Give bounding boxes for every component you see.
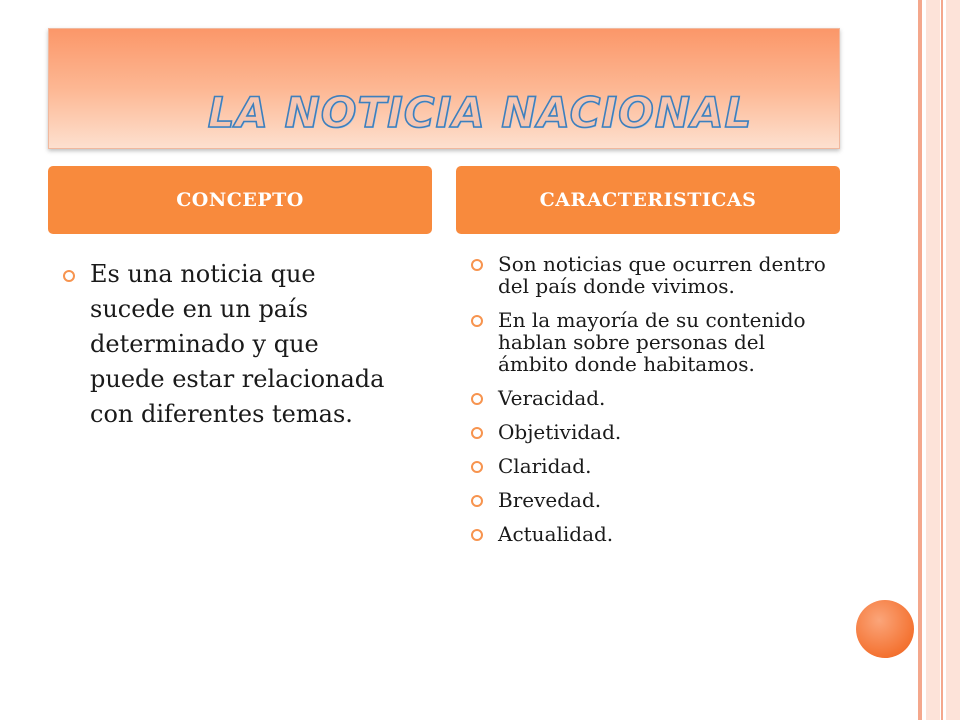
list-item-text: Actualidad. [498,522,614,546]
bullet-icon [471,393,483,405]
list-item [471,489,841,511]
bullet-icon [471,529,483,541]
bullet-icon [471,315,483,327]
bullet-icon [471,461,483,473]
list-item-text: En la mayoría de su contenido hablan sobre personas del ámbito donde habitamos. [498,308,806,376]
list-item [63,257,393,432]
header-caracteristicas [456,166,840,234]
list-item-text: Claridad. [498,454,592,478]
list-item [471,523,841,545]
list-item [471,455,841,477]
decor-circle [856,600,914,658]
list-item-text: Veracidad. [498,386,606,410]
list-item [471,387,841,409]
bullet-icon [471,427,483,439]
bullet-icon [471,495,483,507]
list-item-text: Objetividad. [498,420,622,444]
list-item [471,253,841,297]
caracteristicas-list [471,253,841,557]
list-item [471,309,841,375]
bullet-icon [471,259,483,271]
list-item-text: Brevedad. [498,488,602,512]
slide-title: LA NOTICIA NACIONAL [207,88,753,137]
bullet-icon [63,270,75,282]
header-caracteristicas-label: CARACTERISTICAS [539,189,757,211]
header-concepto [48,166,432,234]
list-item [471,421,841,443]
concepto-list [63,257,393,432]
list-item-text: Son noticias que ocurren dentro del país donde vivimos. [498,252,826,298]
header-concepto-label: CONCEPTO [176,189,304,211]
list-item-text: Es una noticia que sucede en un país determinado y que puede estar relacionada con diferentes temas. [90,260,385,428]
